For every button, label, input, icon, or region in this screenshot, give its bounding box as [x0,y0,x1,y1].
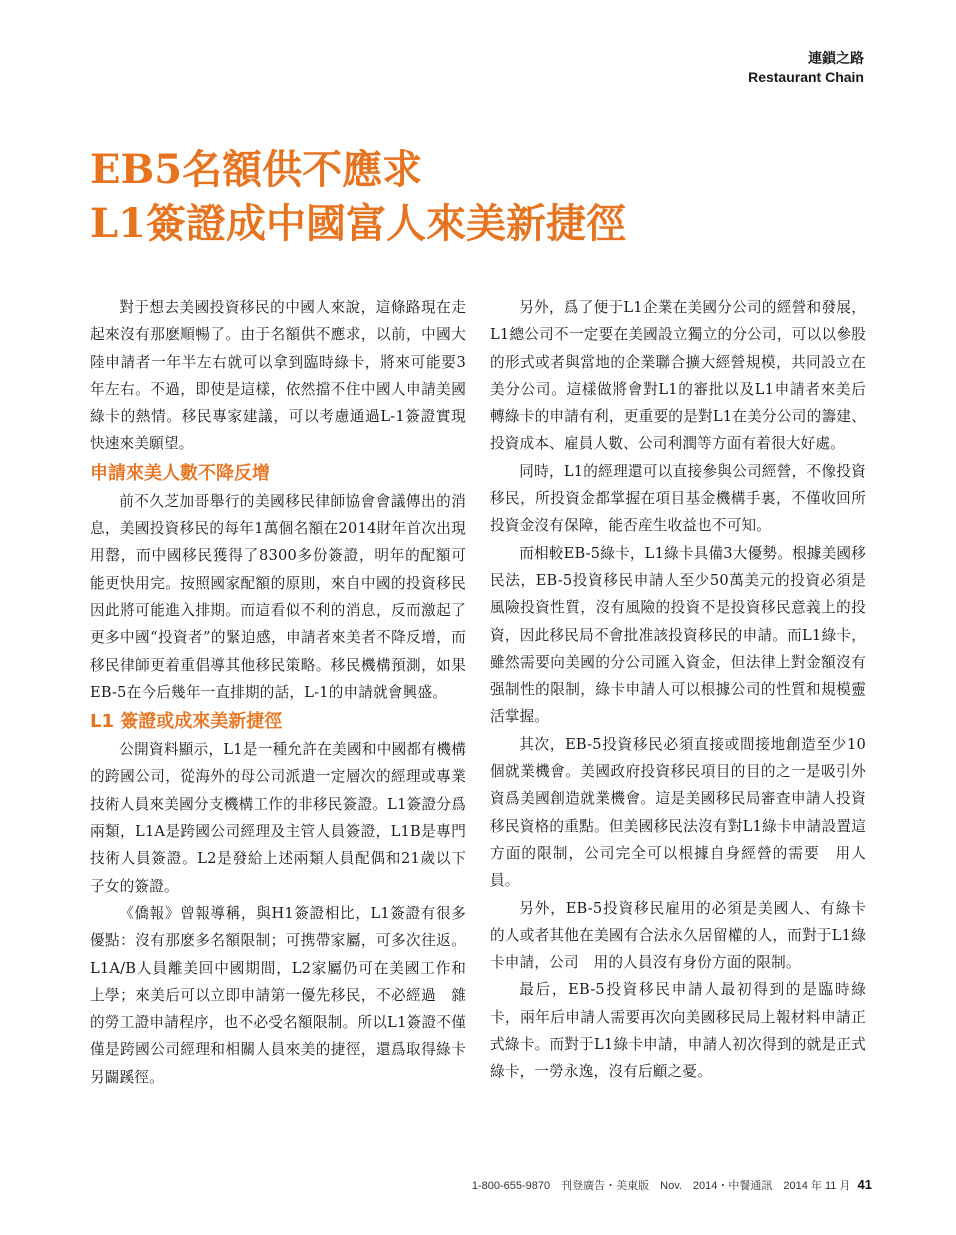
paragraph: 而相較EB-5綠卡，L1綠卡具備3大優勢。根據美國移民法，EB-5投資移民申請人至少50萬美元的投資必須是風險投資性質，沒有風險的投資不是投資移民意義上的投資，因此移民局不會批准該投資移民的申請。而L1綠卡，雖然需要向美國的分公司匯入資金，但法律上對金額沒有强制性的限制，綠卡申請人可以根據公司的性質和規模靈活掌握。 [490,544,866,726]
subheading: L1 簽證或成來美新捷徑 [90,711,283,733]
section-title-en: Restaurant Chain [748,69,864,85]
paragraph: 另外，EB-5投資移民雇用的必須是美國人、有綠卡的人或者其他在美國有合法永久居留權的人，而對于L1綠卡申請，公司 用的人員沒有身份方面的限制。 [490,899,866,972]
subheading: 申請來美人數不降反增 [90,462,270,484]
paragraph: 公開資料顯示，L1是一種允許在美國和中國都有機構的跨國公司，從海外的母公司派遣一定層次的經理或專業技術人員來美國分支機構工作的非移民簽證。L1簽證分爲兩類，L1A是跨國公司經理及主管人員簽證，L1B是專門技術人員簽證。L2是發給上述兩類人員配偶和21歲以下子女的簽證。 [90,741,466,895]
paragraph: 最后，EB-5投資移民申請人最初得到的是臨時綠卡，兩年后申請人需要再次向美國移民局上報材料申請正式綠卡。而對于L1綠卡申請，申請人初次得到的就是正式綠卡，一勞永逸，沒有后顧之憂。 [490,981,866,1081]
title-line-2: L1簽證成中國富人來美新捷徑 [90,200,626,247]
page-footer [472,1177,872,1193]
article-title [90,143,790,251]
footer-info: 1-800-655-9870 刊登廣告・美東版 Nov. 2014・中餐通訊 2014 年 11 月 [471,1180,851,1192]
running-header [748,50,864,86]
paragraph: 同時，L1的經理還可以直接參與公司經營，不像投資移民，所投資金都掌握在項目基金機構手裏，不僅收回所投資金沒有保障，能否産生收益也不可知。 [490,462,866,535]
section-title-zh: 連鎖之路 [808,51,864,67]
right-column [490,294,866,1086]
paragraph: 《僑報》曾報導稱，與H1簽證相比，L1簽證有很多優點：沒有那麽多名額限制；可携帶家屬，可多次往返。L1A/B人員離美回中國期間，L2家屬仍可在美國工作和上學；來美后可以立即申請第一優先移民，不必經過 雜的勞工證申請程序，也不必受名額限制。所以L1簽證不僅僅是跨國公司經理和相關人員來美的捷徑，還爲取得綠卡另闢蹊徑。 [90,904,466,1086]
title-line-1: EB5名額供不應求 [90,146,423,193]
paragraph: 對于想去美國投資移民的中國人來說，這條路現在走起來沒有那麽順暢了。由于名額供不應求，以前，中國大陸申請者一年半左右就可以拿到臨時綠卡，將來可能要3年左右。不過，即使是這樣，依然擋不住中國人申請美國綠卡的熱情。移民專家建議，可以考慮通過L-1簽證實現快速來美願望。 [90,299,466,453]
left-column [90,294,466,1091]
paragraph: 其次，EB-5投資移民必須直接或間接地創造至少10個就業機會。美國政府投資移民項目的目的之一是吸引外資爲美國創造就業機會。這是美國移民局審查申請人投資移民資格的重點。但美國移民法沒有對L1綠卡申請設置這方面的限制，公司完全可以根據自身經營的需要 用人員。 [490,735,866,890]
paragraph: 前不久芝加哥舉行的美國移民律師協會會議傳出的消息，美國投資移民的每年1萬個名額在2014財年首次出現用罄，而中國移民獲得了8300多份簽證，明年的配額可能更快用完。按照國家配額的原則，來自中國的投資移民因此將可能進入排期。而這看似不利的消息，反而激起了更多中國“投資者”的緊迫感，申請者來美者不降反增，而移民律師更着重倡導其他移民策略。移民機構預測，如果EB-5在今后幾年一直排期的話，L-1的申請就會興盛。 [90,492,466,701]
paragraph: 另外，爲了便于L1企業在美國分公司的經營和發展，L1總公司不一定要在美國設立獨立的分公司，可以以參股的形式或者與當地的企業聯合擴大經營規模，共同設立在美分公司。這樣做將會對L1的審批以及L1申請者來美后轉綠卡的申請有利，更重要的是對L1在美分公司的籌建、投資成本、雇員人數、公司利潤等方面有着很大好處。 [490,299,866,453]
page-number: 41 [857,1177,872,1192]
